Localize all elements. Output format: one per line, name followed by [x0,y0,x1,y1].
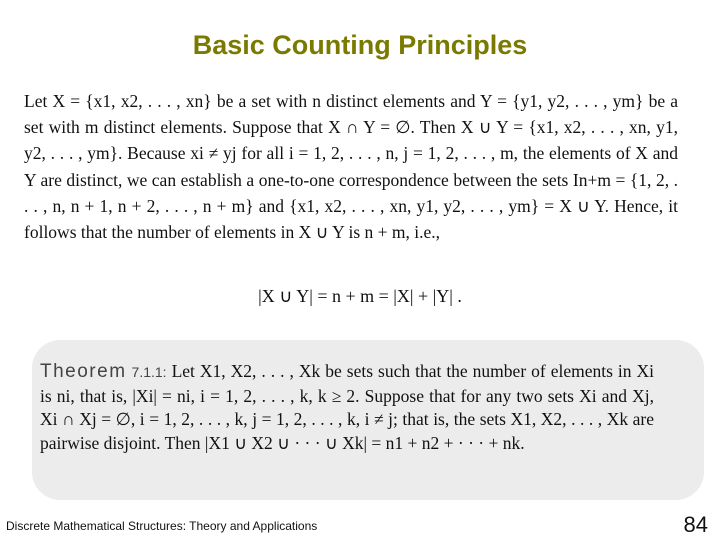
theorem-heading: Theorem [40,361,127,382]
theorem-block [40,360,654,455]
union-cardinality-equation: |X ∪ Y| = n + m = |X| + |Y| . [258,286,462,306]
theorem-text: Let X1, X2, . . . , Xk be sets such that the number of elements in Xi is ni, that is, |Xi| = ni, i = 1, 2, . . . , k, k ≥ 2. Suppose that for any two sets Xi and Xj, Xi ∩ Xj = ∅, i = 1, 2, . . . , k, j = 1, 2, . . . , k, i ≠ j; that is, the sets X1, X2, . . . , Xk are pairwise disjoint. Then |X1 ∪ X2 ∪ · · · ∪ Xk| = n1 + n2 + · · · + nk. [40,361,655,453]
footer-source: Discrete Mathematical Structures: Theory and Applications [6,519,318,533]
body-paragraph [24,88,678,245]
theorem-number: 7.1.1: [131,364,167,380]
slide-title: Basic Counting Principles [192,30,528,60]
body-text: Let X = {x1, x2, . . . , xn} be a set with n distinct elements and Y = {y1, y2, . . . , ym} be a set with m distinct elements. Suppose that X ∩ Y = ∅. Then X ∪ Y = {x1, x2, . . . , xn, y1, y2, . . . , ym}. Because xi ≠ yj for all i = 1, 2, . . . , n, j = 1, 2, . . . , m, the elements of X and Y are distinct, we can establish a one-to-one correspondence between the sets In+m = {1, 2, . . . , n, n + 1, n + 2, . . . , n + m} and {x1, x2, . . . , xn, y1, y2, . . . , ym} = X ∪ Y. Hence, it follows that the number of elements in X ∪ Y is n + m, i.e., [24,91,678,243]
theorem-paragraph [40,360,654,455]
page-number: 84 [683,512,708,537]
